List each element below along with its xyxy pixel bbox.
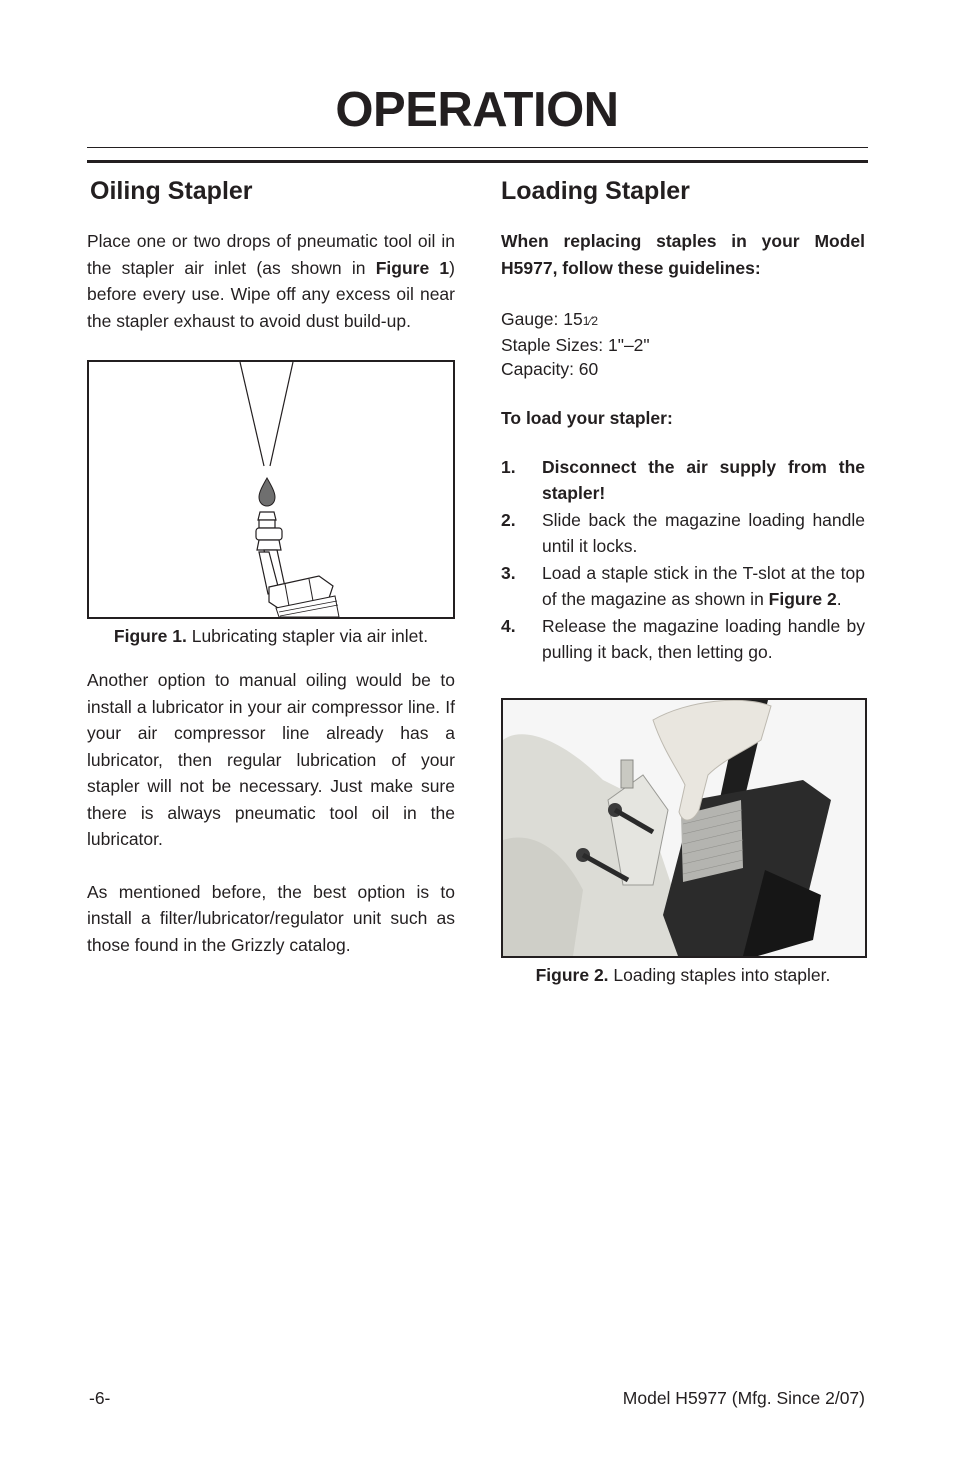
loading-intro: When replacing staples in your Model H5977, follow these guidelines:: [501, 231, 865, 278]
staple-specs: [501, 307, 865, 381]
step-4: 4. Release the magazine loading handle by pulling it back, then letting go.: [501, 615, 865, 662]
to-load-heading: To load your stapler:: [501, 408, 673, 428]
figure-2-reference: Figure 2: [768, 589, 837, 609]
oiling-paragraph-1: Place one or two drops of pneumatic tool oil in the stapler air inlet (as shown in Figure 1) before every use. Wipe off any excess oil near the stapler exhaust to avoid dust build-up.: [87, 231, 455, 331]
figure-1-illustration: [87, 360, 455, 619]
figure-1-reference: Figure 1: [375, 257, 450, 278]
page-number: -6-: [89, 1388, 111, 1408]
oiling-paragraph-3: As mentioned before, the best option is to install a filter/lubricator/regulator unit such as those found in the Grizzly catalog.: [87, 881, 455, 955]
step-3: 3. Load a staple stick in the T-slot at the top of the magazine as shown in Figure 2.: [501, 562, 865, 609]
capacity-spec: Capacity: 60: [501, 359, 599, 379]
loading-section: [501, 176, 865, 986]
loading-steps: [501, 454, 865, 666]
step-1: 1. Disconnect the air supply from the stapler!: [501, 456, 865, 503]
oiling-section: [87, 176, 455, 958]
title-rule-thick: [87, 160, 868, 163]
gauge-spec: Gauge: 151⁄2: [501, 309, 599, 329]
sizes-spec: Staple Sizes: 1"–2": [501, 335, 650, 355]
step-2: 2. Slide back the magazine loading handle until it locks.: [501, 509, 865, 556]
oiling-heading: Oiling Stapler: [90, 177, 253, 205]
figure-1-caption: Figure 1. Lubricating stapler via air inlet.: [113, 626, 429, 646]
oil-inlet-drawing: [89, 362, 453, 617]
title-rule-thin: [87, 147, 868, 148]
page-title: OPERATION: [335, 83, 619, 137]
oiling-paragraph-2: Another option to manual oiling would be to install a lubricator in your air compressor line. If your air compressor line already has a lubricator, then regular lubrication of your stapler will not be necessary. Just make sure there is always pneumatic tool oil in the lubricator.: [87, 670, 455, 849]
figure-2-caption: Figure 2. Loading staples into stapler.: [535, 964, 831, 985]
figure-2-photo: [501, 698, 867, 958]
loading-heading: Loading Stapler: [501, 177, 690, 205]
loading-staples-photo: [503, 700, 865, 956]
model-footer: Model H5977 (Mfg. Since 2/07): [622, 1388, 865, 1408]
